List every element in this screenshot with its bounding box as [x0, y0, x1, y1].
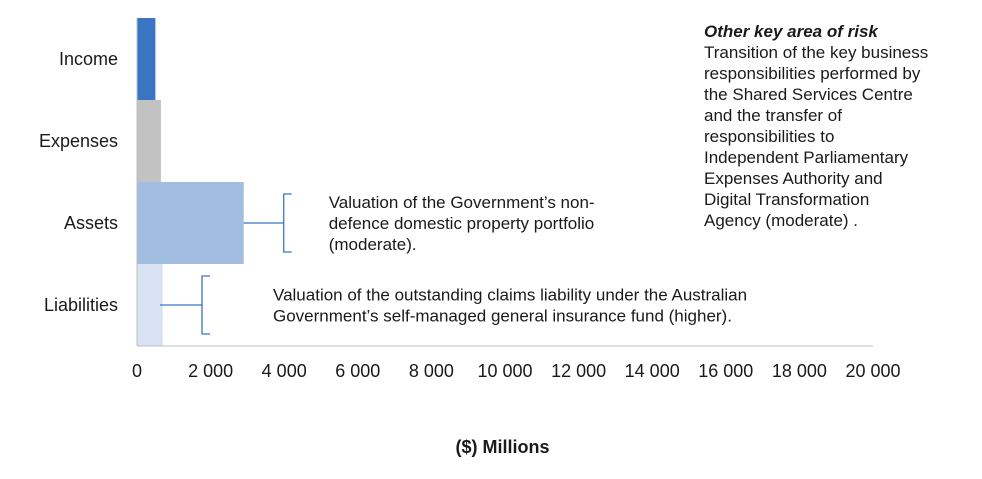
annotation-liabilities-line: Government’s self-managed general insurance fund (higher). [273, 306, 732, 326]
x-tick-label: 20 000 [845, 361, 901, 381]
risk-note-line: Digital Transformation [704, 190, 870, 209]
x-tick-label: 14 000 [624, 361, 680, 381]
annotation-liabilities-line: Valuation of the outstanding claims liability under the Australian [273, 285, 748, 305]
risk-note-body [704, 42, 974, 231]
bracket-liabilities [202, 276, 210, 334]
risk-note-line: Agency (moderate) . [704, 211, 859, 230]
annotation-assets-line: Valuation of the Government’s non- [328, 193, 595, 212]
x-tick-label: 6 000 [335, 361, 381, 381]
risk-note-line: Expenses Authority and [704, 169, 883, 188]
x-tick-label: 2 000 [188, 361, 234, 381]
category-label-liabilities: Liabilities [43, 295, 118, 315]
risk-note-line: Independent Parliamentary [704, 148, 909, 167]
risk-note-line: responsibilities to [704, 127, 835, 146]
category-label-assets: Assets [63, 213, 118, 233]
annotation-assets-line: defence domestic property portfolio [328, 214, 595, 233]
annotation-assets-line: (moderate). [328, 235, 417, 254]
x-tick-label: 4 000 [261, 361, 307, 381]
risk-note-line: Transition of the key business [704, 43, 929, 62]
risk-note-line: the Shared Services Centre [704, 85, 913, 104]
risk-note [704, 21, 974, 231]
risk-note-line: and the transfer of [704, 106, 842, 125]
x-tick-label: 16 000 [698, 361, 754, 381]
bar-income [137, 18, 155, 100]
category-label-income: Income [58, 49, 118, 69]
risk-note-title: Other key area of risk [704, 22, 878, 41]
bracket-assets [284, 194, 292, 252]
x-tick-label: 0 [131, 361, 143, 381]
category-label-expenses: Expenses [38, 131, 118, 151]
bar-liabilities [137, 264, 163, 346]
bar-assets [137, 182, 244, 264]
bar-expenses [137, 100, 161, 182]
risk-note-line: responsibilities performed by [704, 64, 921, 83]
x-tick-label: 10 000 [477, 361, 533, 381]
x-tick-label: 12 000 [551, 361, 607, 381]
x-tick-label: 8 000 [408, 361, 454, 381]
x-axis-title: ($) Millions [455, 437, 550, 457]
x-tick-label: 18 000 [771, 361, 827, 381]
